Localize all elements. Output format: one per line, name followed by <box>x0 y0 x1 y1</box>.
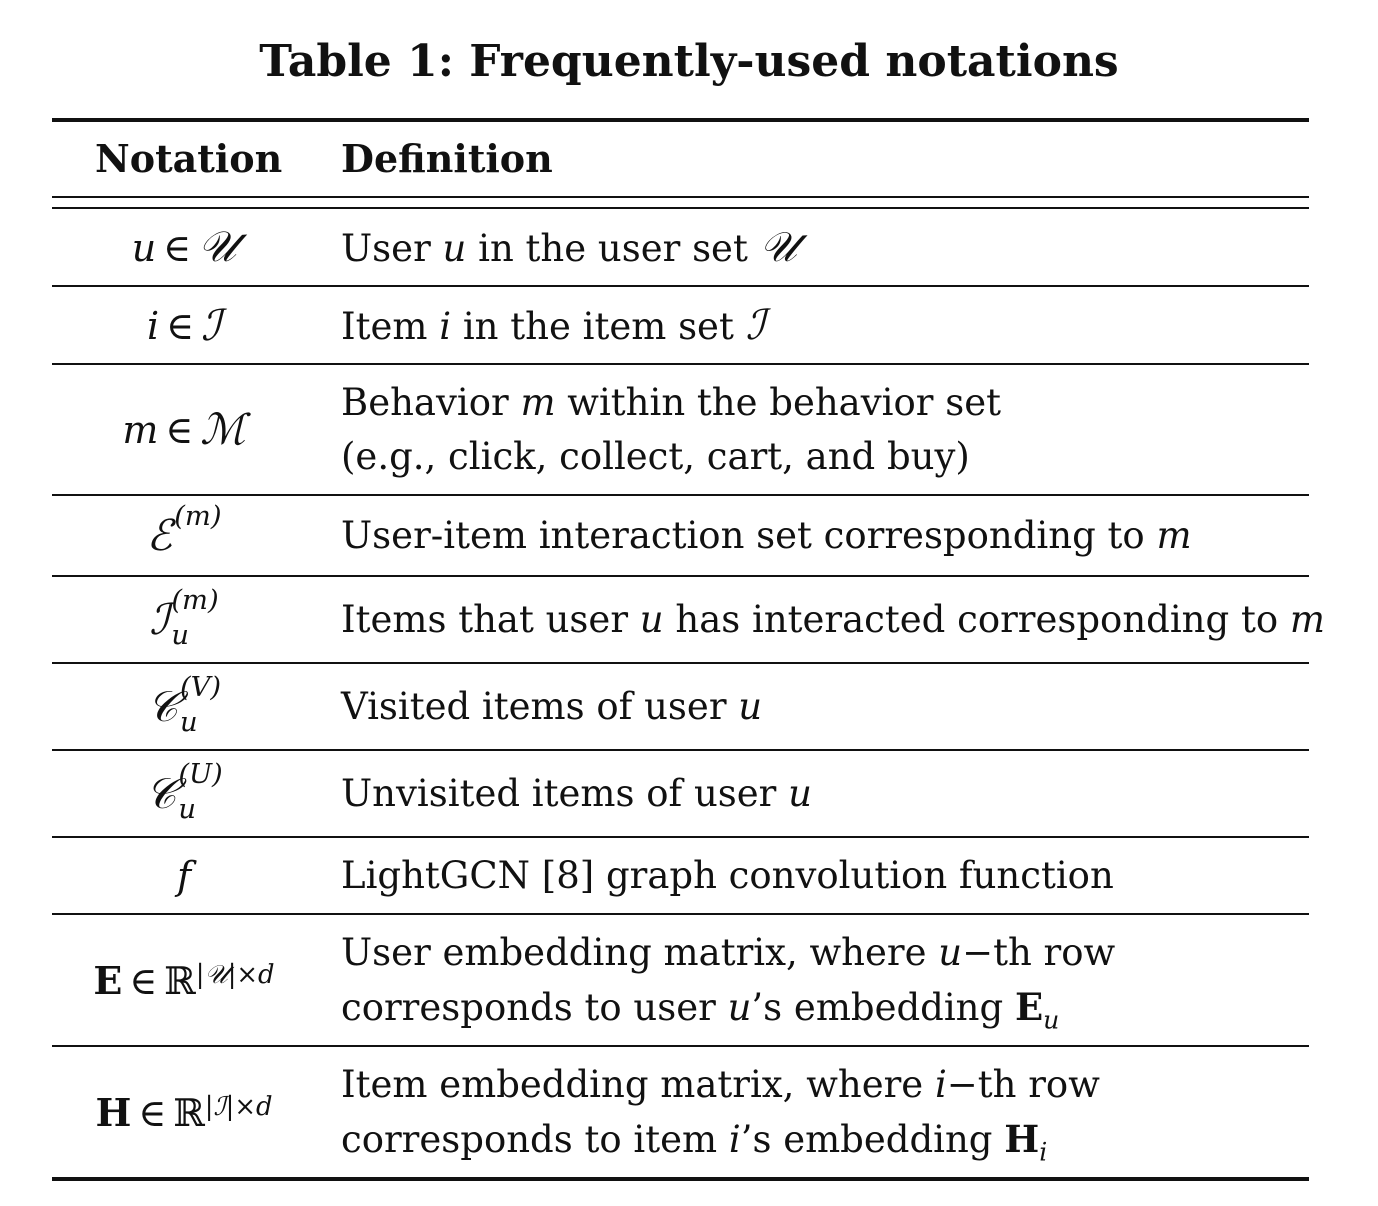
notation-cell: m ∈ ℳ <box>122 407 246 454</box>
header-notation: Notation <box>95 136 283 181</box>
table-row <box>52 577 1325 663</box>
notation-cell: u ∈ 𝒰 <box>131 224 237 271</box>
definition-cell: LightGCN [8] graph convolution function <box>341 854 1114 897</box>
table-bottom-rule <box>52 1177 1309 1181</box>
notation-cell: E ∈ ℝ $^{|𝒰|\times d}$ <box>93 958 275 1003</box>
notation-cell: H ∈ ℝ $^{|ℐ|\times d}$ <box>95 1090 273 1135</box>
table-caption: Table 1: Frequently-used notations <box>259 36 1119 87</box>
definition-cell: User-item interaction set corresponding to m <box>341 514 1192 557</box>
table-row <box>52 1047 1309 1178</box>
table-row <box>52 838 1309 914</box>
notation-cell: f <box>176 854 192 898</box>
definition-cell: User embedding matrix, where u−th row corresponds to user u’s embedding $E_u$ <box>341 931 1116 1035</box>
table-row <box>52 496 1309 576</box>
definition-cell: Item i in the item set ℐ <box>341 301 766 348</box>
definition-cell: Visited items of user u <box>341 685 763 728</box>
table-row <box>52 287 1309 364</box>
definition-cell: Unvisited items of user u <box>341 772 812 815</box>
definition-cell: Behavior m within the behavior set (e.g., click, collect, cart, and buy) <box>341 381 1001 478</box>
notation-cell: ℰ (m) <box>146 501 222 560</box>
table-row <box>52 664 1309 750</box>
table-row <box>52 751 1309 837</box>
table-top-rule <box>52 118 1309 122</box>
table-row <box>52 209 1309 286</box>
table-row <box>52 365 1309 495</box>
table-row <box>52 915 1309 1046</box>
definition-cell: User u in the user set 𝒰 <box>341 223 797 270</box>
notation-cell: i ∈ ℐ <box>147 302 221 350</box>
notation-cell: ℐ (m) u <box>149 585 219 651</box>
definition-cell: Item embedding matrix, where i−th row corresponds to item i’s embedding $H_i$ <box>341 1063 1100 1167</box>
header-rule-upper <box>52 196 1309 198</box>
notation-cell: 𝒞 (V) u <box>146 672 222 738</box>
notation-cell: 𝒞 (U) u <box>145 759 223 825</box>
header-definition: Definition <box>341 136 553 181</box>
definition-cell: Items that user u has interacted corresponding to m <box>341 598 1325 641</box>
